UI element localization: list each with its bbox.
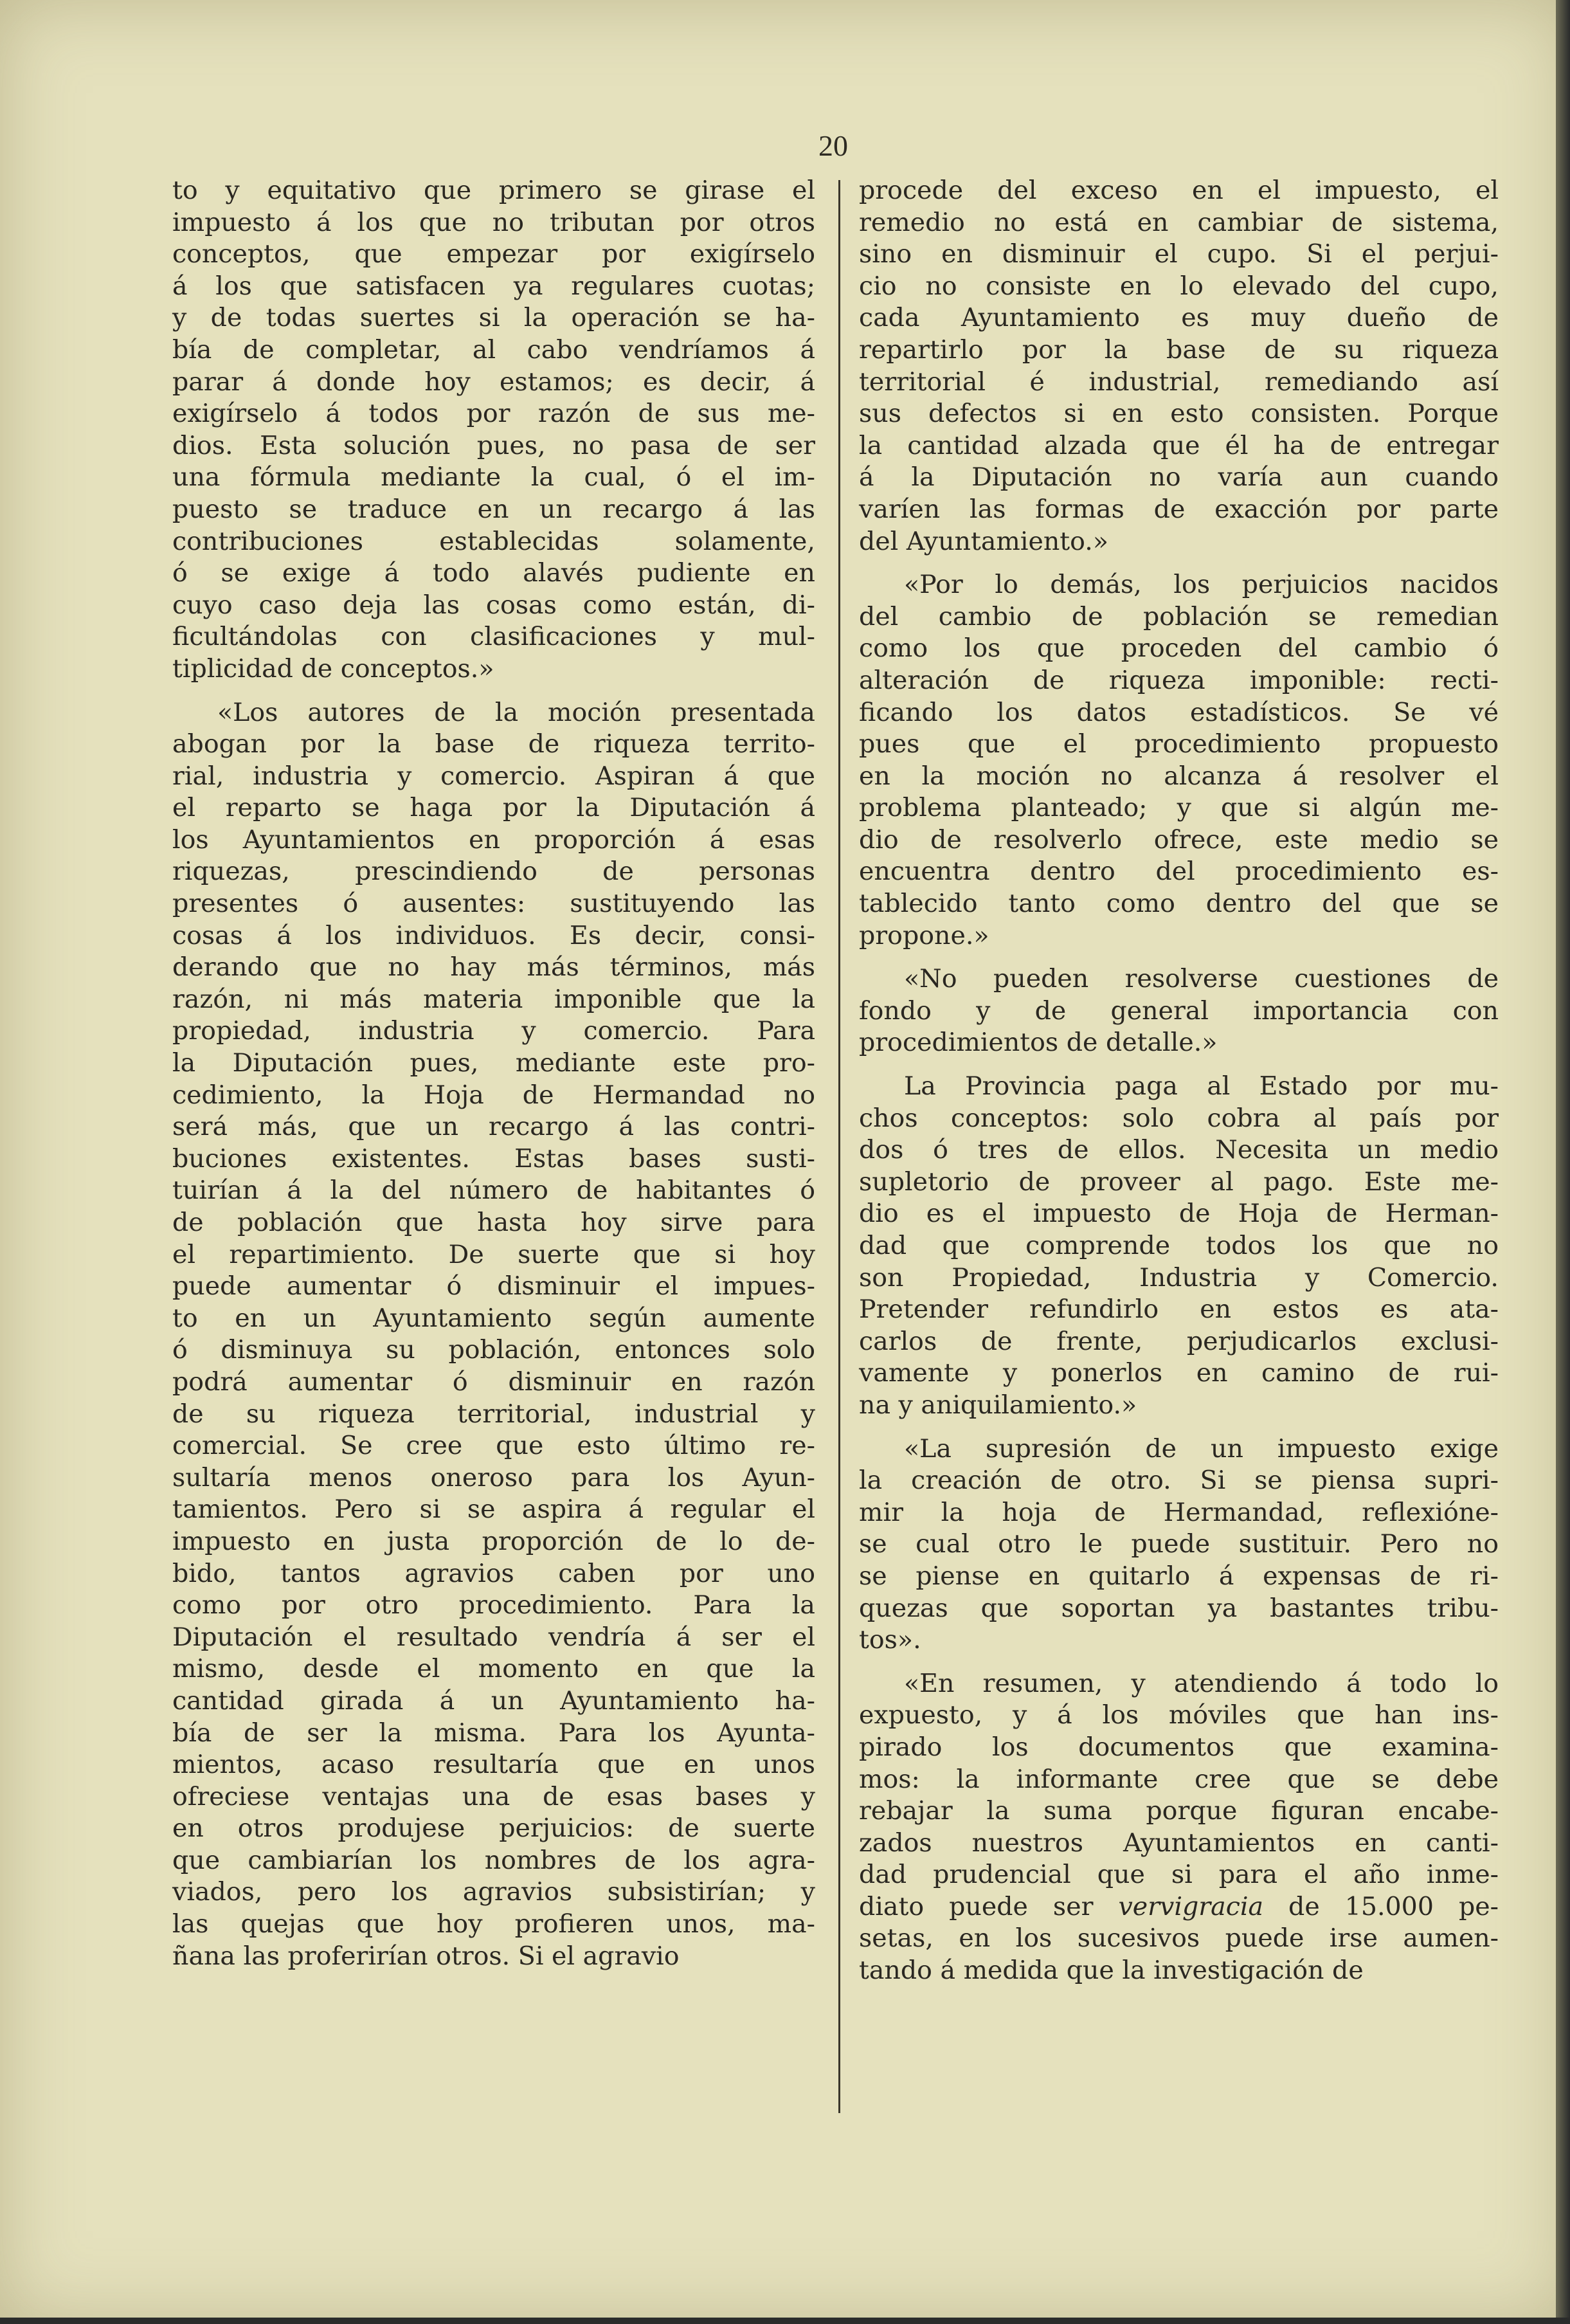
text-line: «No pueden resolverse cuestiones de [904, 964, 1499, 994]
text-line: son Propiedad, Industria y Comercio. [859, 1262, 1499, 1293]
page-number: 20 [818, 129, 848, 162]
text-line: las quejas que hoy profieren unos, ma- [172, 1909, 815, 1939]
text-line: territorial é industrial, remediando así [859, 367, 1499, 397]
text-line: parar á donde hoy estamos; es decir, á [172, 367, 815, 397]
text-line: dio es el impuesto de Hoja de Herman- [859, 1199, 1499, 1229]
text-line: viados, pero los agravios subsistirían; y [172, 1877, 815, 1907]
paragraph [859, 963, 1499, 1059]
text-line: problema planteado; y que si algún me- [859, 793, 1499, 823]
text-line: como los que proceden del cambio ó [859, 633, 1499, 664]
text-line: remedio no está en cambiar de sistema, [859, 207, 1499, 237]
text-line: puesto se traduce en un recargo á las [172, 494, 815, 524]
text-line: los Ayuntamientos en proporción á esas [172, 824, 815, 855]
text-line: to y equitativo que primero se girase el [172, 176, 815, 205]
text-line: cosas á los individuos. Es decir, consi- [172, 920, 815, 950]
text-line: quezas que soportan ya bastantes tribu- [859, 1593, 1499, 1623]
text-line: mientos, acaso resultaría que en unos [172, 1750, 815, 1780]
text-line: de población que hasta hoy sirve para [172, 1208, 815, 1237]
text-line: chos conceptos: solo cobra al país por [859, 1103, 1499, 1133]
text-line: «Los autores de la moción presentada [217, 697, 815, 727]
text-line: to en un Ayuntamiento según aumente [172, 1303, 815, 1333]
text-line: tablecido tanto como dentro del que se [859, 889, 1499, 919]
paragraph [859, 569, 1499, 952]
text-line: Diputación el resultado vendría á ser el [172, 1622, 815, 1652]
text-line: pirado los documentos que examina- [859, 1732, 1499, 1762]
paragraph [172, 697, 815, 1973]
text-line: bido, tantos agravios caben por uno [172, 1558, 815, 1588]
text-line: abogan por la base de riqueza territo- [172, 729, 815, 759]
paragraph-gap [859, 558, 1499, 569]
text-line: será más, que un recargo á las contri- [172, 1112, 815, 1142]
text-line: La Provincia paga al Estado por mu- [904, 1071, 1499, 1102]
paragraph [859, 1668, 1499, 1987]
text-line: sultaría menos oneroso para los Ayun- [172, 1462, 815, 1493]
text-line: supletorio de proveer al pago. Este me- [859, 1167, 1499, 1197]
text-line: vamente y ponerlos en camino de rui- [859, 1358, 1499, 1388]
text-line: setas, en los sucesivos puede irse aumen- [859, 1923, 1499, 1954]
text-line: rebajar la suma porque figuran encabe- [859, 1796, 1499, 1826]
text-line: dio de resolverlo ofrece, este medio se [859, 824, 1499, 855]
text-line: pues que el procedimiento propuesto [859, 729, 1499, 759]
text-line: cantidad girada á un Ayuntamiento ha- [172, 1685, 815, 1716]
text-line: del Ayuntamiento.» [859, 526, 1108, 556]
text-line: tamientos. Pero si se aspira á regular el [172, 1494, 815, 1525]
text-line: cuyo caso deja las cosas como están, di- [172, 590, 815, 620]
text-line: se cual otro le puede sustituir. Pero no [859, 1529, 1499, 1559]
text-line: la creación de otro. Si se piensa supri- [859, 1466, 1499, 1496]
paragraph-gap [859, 1422, 1499, 1433]
text-line: en la moción no alcanza á resolver el [859, 761, 1499, 791]
text-line: exigírselo á todos por razón de sus me- [172, 399, 815, 429]
text-line: contribuciones establecidas solamente, [172, 526, 815, 556]
paragraph [859, 175, 1499, 558]
text-line: mir la hoja de Hermandad, reflexióne- [859, 1497, 1499, 1527]
text-line: que cambiarían los nombres de los agra- [172, 1845, 815, 1875]
paragraph-gap [859, 1059, 1499, 1071]
text-line: varíen las formas de exacción por parte [859, 494, 1499, 524]
text-line: impuesto á los que no tributan por otros [172, 207, 815, 237]
text-line: «Por lo demás, los perjuicios nacidos [904, 570, 1499, 600]
text-line: á los que satisfacen ya regulares cuotas; [172, 271, 815, 301]
text-line: una fórmula mediante la cual, ó el im- [172, 462, 815, 493]
text-line: cada Ayuntamiento es muy dueño de [859, 303, 1499, 333]
text-line: podrá aumentar ó disminuir en razón [172, 1366, 815, 1397]
text-line: procede del exceso en el impuesto, el [859, 176, 1499, 205]
text-line: rial, industria y comercio. Aspiran á que [172, 761, 815, 791]
text-line: razón, ni más materia imponible que la [172, 984, 815, 1014]
text-line: la cantidad alzada que él ha de entregar [859, 430, 1499, 460]
text-line: procedimientos de detalle.» [859, 1028, 1218, 1058]
page-bottom-edge [0, 2318, 1570, 2324]
text-line: el reparto se haga por la Diputación á [172, 793, 815, 823]
text-line: carlos de frente, perjudicarlos exclusi- [859, 1326, 1499, 1356]
text-line: impuesto en justa proporción de lo de- [172, 1526, 815, 1556]
paragraph-gap [859, 1657, 1499, 1668]
text-line: mismo, desde el momento en que la [172, 1654, 815, 1684]
text-line: fondo y de general importancia con [859, 995, 1499, 1026]
text-line: tuirían á la del número de habitantes ó [172, 1176, 815, 1206]
text-line: na y aniquilamiento.» [859, 1390, 1137, 1420]
text-line: dad que comprende todos los que no [859, 1231, 1499, 1260]
text-line: tando á medida que la investigación de [859, 1956, 1364, 1986]
text-line: presentes ó ausentes: sustituyendo las [172, 889, 815, 919]
text-line: en otros produjese perjuicios: de suerte [172, 1813, 815, 1844]
text-line: bía de ser la misma. Para los Ayunta- [172, 1718, 815, 1748]
paragraph [859, 1071, 1499, 1422]
text-line: sus defectos si en esto consisten. Porque [859, 399, 1499, 429]
page-edge-shadow [1556, 0, 1570, 2324]
text-line: derando que no hay más términos, más [172, 952, 815, 983]
text-line: dios. Esta solución pues, no pasa de ser [172, 430, 815, 460]
text-line: puede aumentar ó disminuir el impues- [172, 1271, 815, 1302]
text-line: zados nuestros Ayuntamientos en canti- [859, 1828, 1499, 1858]
left-column [172, 175, 815, 1972]
text-line: conceptos, que empezar por exigírselo [172, 239, 815, 269]
text-line: diato puede ser vervigracia de 15.000 pe- [859, 1891, 1499, 1921]
text-line: ofreciese ventajas una de esas bases y [172, 1781, 815, 1811]
column-divider [838, 180, 840, 2113]
text-line: el repartimiento. De suerte que si hoy [172, 1239, 815, 1269]
text-line: dos ó tres de ellos. Necesita un medio [859, 1135, 1499, 1165]
text-line: de su riqueza territorial, industrial y [172, 1399, 815, 1429]
text-line: tiplicidad de conceptos.» [172, 653, 494, 684]
text-line: encuentra dentro del procedimiento es- [859, 857, 1499, 887]
text-line: ó disminuya su población, entonces solo [172, 1335, 815, 1365]
text-line: propone.» [859, 920, 989, 950]
text-line: y de todas suertes si la operación se ha- [172, 303, 815, 333]
text-line: alteración de riqueza imponible: recti- [859, 665, 1499, 695]
text-line: mos: la informante cree que se debe [859, 1764, 1499, 1794]
text-line: sino en disminuir el cupo. Si el perjui- [859, 239, 1499, 269]
text-line: se piense en quitarlo á expensas de ri- [859, 1561, 1499, 1591]
text-line: tos». [859, 1625, 921, 1655]
text-line: propiedad, industria y comercio. Para [172, 1016, 815, 1046]
text-line: bía de completar, al cabo vendríamos á [172, 334, 815, 365]
text-line: Pretender refundirlo en estos es ata- [859, 1294, 1499, 1325]
text-line: repartirlo por la base de su riqueza [859, 334, 1499, 365]
text-line: expuesto, y á los móviles que han ins- [859, 1700, 1499, 1730]
text-line: riquezas, prescindiendo de personas [172, 857, 815, 887]
text-line: cio no consiste en lo elevado del cupo, [859, 271, 1499, 301]
text-line: dad prudencial que si para el año inme- [859, 1860, 1499, 1890]
italic-word: vervigracia [1118, 1891, 1264, 1921]
text-line: «En resumen, y atendiendo á todo lo [904, 1668, 1499, 1698]
text-line: comercial. Se cree que esto último re- [172, 1431, 815, 1461]
paragraph-gap [172, 685, 815, 697]
text-line: buciones existentes. Estas bases susti- [172, 1143, 815, 1174]
text-line: ñana las proferirían otros. Si el agravio [172, 1941, 680, 1971]
text-line: como por otro procedimiento. Para la [172, 1590, 815, 1620]
text-line: á la Diputación no varía aun cuando [859, 462, 1499, 493]
text-line: ficultándolas con clasificaciones y mul- [172, 622, 815, 652]
text-line: del cambio de población se remedian [859, 601, 1499, 631]
paragraph-gap [859, 952, 1499, 963]
paragraph [172, 175, 815, 685]
text-line: la Diputación pues, mediante este pro- [172, 1048, 815, 1078]
text-line: «La supresión de un impuesto exige [904, 1433, 1499, 1464]
text-line: ficando los datos estadísticos. Se vé [859, 697, 1499, 727]
text-line: ó se exige á todo alavés pudiente en [172, 558, 815, 588]
paragraph [859, 1433, 1499, 1657]
text-line: cedimiento, la Hoja de Hermandad no [172, 1080, 815, 1110]
right-column [859, 175, 1499, 1987]
